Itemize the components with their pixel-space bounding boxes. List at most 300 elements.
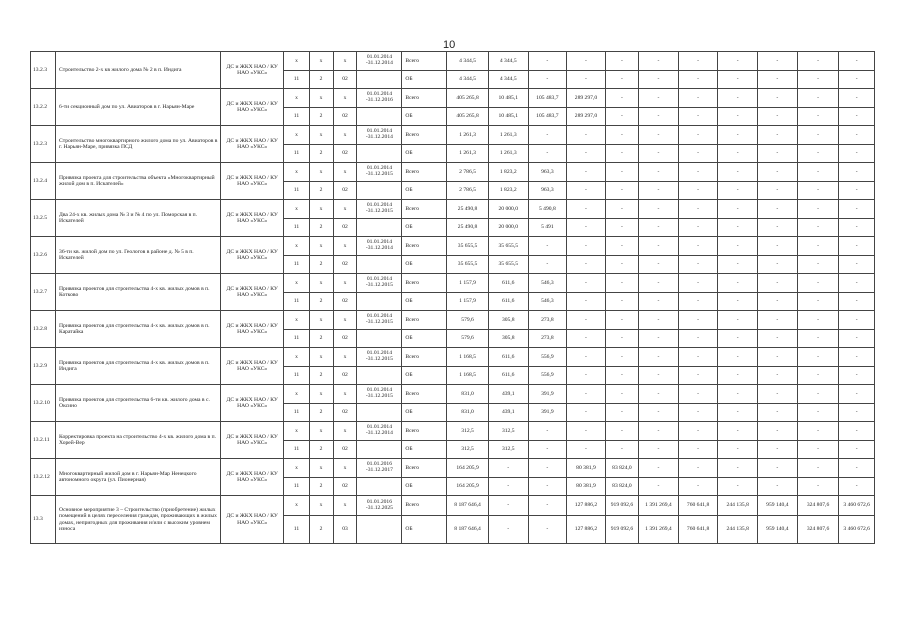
x-mark: x (333, 496, 357, 516)
value-cell: - (567, 311, 606, 330)
item-term: 01.01.2014 -31.12.2015 (357, 274, 402, 293)
x-mark: x (309, 200, 333, 219)
value-cell: - (839, 422, 875, 441)
value-cell: - (718, 256, 758, 274)
value-cell: 35 655,5 (488, 237, 528, 256)
value-cell: - (839, 404, 875, 422)
value-cell: - (639, 71, 679, 89)
item-executor: ДС и ЖКХ НАО / КУ НАО «УКС» (220, 348, 284, 385)
value-cell: - (718, 422, 758, 441)
x-mark: x (333, 274, 357, 293)
value-cell: - (678, 145, 718, 163)
x-mark: x (333, 52, 357, 71)
value-cell: 244 135,8 (718, 516, 758, 544)
budget-code: 11 (284, 478, 309, 496)
empty-term-cell (357, 182, 402, 200)
value-cell: - (797, 311, 839, 330)
value-cell: 244 135,8 (718, 496, 758, 516)
value-cell: - (718, 182, 758, 200)
source-label: Всего (402, 385, 447, 404)
item-executor: ДС и ЖКХ НАО / КУ НАО «УКС» (220, 385, 284, 422)
value-cell: 611,6 (488, 348, 528, 367)
source-label: Всего (402, 274, 447, 293)
value-cell: 760 641,8 (678, 496, 718, 516)
source-label: Всего (402, 496, 447, 516)
value-cell: 1 261,3 (488, 126, 528, 145)
empty-term-cell (357, 367, 402, 385)
value-cell: - (718, 441, 758, 459)
value-cell: 324 807,6 (797, 496, 839, 516)
value-cell: 25 490,8 (447, 219, 489, 237)
empty-term-cell (357, 145, 402, 163)
value-cell: 546,3 (528, 274, 567, 293)
x-mark: x (284, 459, 309, 478)
value-cell: - (797, 126, 839, 145)
value-cell: - (797, 330, 839, 348)
value-cell: - (605, 441, 638, 459)
value-cell: 1 261,3 (447, 126, 489, 145)
value-cell: - (839, 256, 875, 274)
empty-term-cell (357, 330, 402, 348)
source-label: ОБ (402, 293, 447, 311)
value-cell: - (488, 459, 528, 478)
value-cell: 611,6 (488, 293, 528, 311)
value-cell: - (605, 404, 638, 422)
value-cell: - (605, 311, 638, 330)
value-cell: 405 265,8 (447, 108, 489, 126)
empty-term-cell (357, 256, 402, 274)
value-cell: 83 824,0 (605, 478, 638, 496)
value-cell: - (839, 385, 875, 404)
value-cell: - (678, 441, 718, 459)
source-label: Всего (402, 422, 447, 441)
value-cell: - (639, 459, 679, 478)
value-cell: - (839, 126, 875, 145)
value-cell: - (639, 163, 679, 182)
value-cell: - (605, 274, 638, 293)
value-cell: 1 157,9 (447, 274, 489, 293)
value-cell: 127 886,2 (567, 496, 606, 516)
value-cell: - (797, 163, 839, 182)
value-cell: 1 261,3 (488, 145, 528, 163)
value-cell: - (797, 71, 839, 89)
x-mark: x (309, 52, 333, 71)
x-mark: x (333, 126, 357, 145)
value-cell: - (567, 404, 606, 422)
value-cell: - (528, 441, 567, 459)
budget-code: 02 (333, 71, 357, 89)
value-cell: - (797, 367, 839, 385)
item-executor: ДС и ЖКХ НАО / КУ НАО «УКС» (220, 163, 284, 200)
value-cell: 959 140,4 (758, 516, 798, 544)
budget-code: 11 (284, 330, 309, 348)
value-cell: - (758, 126, 798, 145)
value-cell: - (567, 348, 606, 367)
value-cell: - (797, 385, 839, 404)
value-cell: - (678, 71, 718, 89)
value-cell: 1 157,9 (447, 293, 489, 311)
value-cell: - (718, 348, 758, 367)
value-cell: - (605, 385, 638, 404)
source-label: ОБ (402, 478, 447, 496)
item-executor: ДС и ЖКХ НАО / КУ НАО «УКС» (220, 200, 284, 237)
value-cell: 1 823,2 (488, 182, 528, 200)
value-cell: - (528, 237, 567, 256)
item-code: 13.2.2 (31, 89, 56, 126)
value-cell: - (528, 145, 567, 163)
value-cell: - (639, 404, 679, 422)
budget-code: 02 (333, 182, 357, 200)
value-cell: - (605, 89, 638, 108)
value-cell: - (758, 311, 798, 330)
value-cell: - (639, 108, 679, 126)
item-code: 13.2.7 (31, 274, 56, 311)
empty-term-cell (357, 516, 402, 544)
value-cell: - (678, 459, 718, 478)
budget-code: 2 (309, 478, 333, 496)
x-mark: x (284, 163, 309, 182)
source-label: ОБ (402, 71, 447, 89)
value-cell: 760 641,8 (678, 516, 718, 544)
item-name: Привязка проектов для строительства 4-х кв. жилых домов в п. Индига (56, 348, 221, 385)
value-cell: - (678, 311, 718, 330)
item-code: 13.2.5 (31, 200, 56, 237)
empty-term-cell (357, 108, 402, 126)
value-cell: - (839, 274, 875, 293)
value-cell: - (639, 293, 679, 311)
budget-code: 02 (333, 404, 357, 422)
value-cell: 1 391 269,4 (639, 496, 679, 516)
value-cell: - (567, 367, 606, 385)
value-cell: 273,8 (528, 330, 567, 348)
value-cell: - (758, 404, 798, 422)
table-row (31, 126, 875, 145)
item-name: Основное мероприятие 3 – Строительство (приобретение) жилых помещений в целях переселения граждан, проживающих в жилых домах, непригодных для проживания и/или с высоким уровнем износа (56, 496, 221, 544)
value-cell: - (678, 182, 718, 200)
value-cell: - (758, 348, 798, 367)
item-name: Привязка проектов для строительства 6-ти кв. жилого дома в с. Оксино (56, 385, 221, 422)
value-cell: - (758, 293, 798, 311)
item-code: 13.2.12 (31, 459, 56, 496)
value-cell: - (718, 219, 758, 237)
budget-code: 11 (284, 71, 309, 89)
value-cell: 1 391 269,4 (639, 516, 679, 544)
value-cell: 289 297,0 (567, 108, 606, 126)
value-cell: - (758, 237, 798, 256)
value-cell: - (678, 256, 718, 274)
budget-code: 02 (333, 219, 357, 237)
x-mark: x (333, 163, 357, 182)
value-cell: - (605, 256, 638, 274)
budget-code: 11 (284, 441, 309, 459)
item-name: Корректировка проекта на строительство 4-х кв. жилого дома в п. Хорей-Вер (56, 422, 221, 459)
value-cell: - (758, 422, 798, 441)
empty-term-cell (357, 478, 402, 496)
value-cell: - (639, 274, 679, 293)
table-row (31, 52, 875, 71)
value-cell: - (605, 108, 638, 126)
value-cell: - (528, 496, 567, 516)
value-cell: - (639, 441, 679, 459)
x-mark: x (284, 422, 309, 441)
value-cell: - (758, 52, 798, 71)
budget-code: 02 (333, 478, 357, 496)
value-cell: - (718, 367, 758, 385)
value-cell: - (528, 422, 567, 441)
value-cell: - (718, 274, 758, 293)
source-label: ОБ (402, 330, 447, 348)
item-code: 13.3 (31, 496, 56, 544)
value-cell: - (797, 478, 839, 496)
value-cell: - (488, 516, 528, 544)
budget-code: 02 (333, 367, 357, 385)
value-cell: - (839, 108, 875, 126)
item-term: 01.01.2014 -31.12.2014 (357, 422, 402, 441)
source-label: Всего (402, 311, 447, 330)
budget-code: 2 (309, 145, 333, 163)
value-cell: - (605, 163, 638, 182)
item-name: Привязка проекта для строительства объекта «Многоквартирный жилой дом в п. Искателей» (56, 163, 221, 200)
value-cell: 391,9 (528, 404, 567, 422)
value-cell: 80 381,9 (567, 478, 606, 496)
value-cell: - (797, 293, 839, 311)
value-cell: - (678, 385, 718, 404)
value-cell: - (718, 200, 758, 219)
value-cell: - (758, 274, 798, 293)
x-mark: x (309, 274, 333, 293)
value-cell: - (488, 478, 528, 496)
value-cell: - (758, 330, 798, 348)
value-cell: - (639, 182, 679, 200)
value-cell: 105 483,7 (528, 108, 567, 126)
budget-code: 2 (309, 404, 333, 422)
empty-term-cell (357, 71, 402, 89)
value-cell: - (797, 348, 839, 367)
source-label: Всего (402, 459, 447, 478)
value-cell: - (639, 145, 679, 163)
item-code: 13.2.6 (31, 237, 56, 274)
table-row (31, 348, 875, 367)
value-cell: - (839, 293, 875, 311)
item-name: Многоквартирный жилой дом в г. Нарьян-Мар Ненецкого автономного округа (ул. Пионерная) (56, 459, 221, 496)
value-cell: 312,5 (488, 422, 528, 441)
item-executor: ДС и ЖКХ НАО / КУ НАО «УКС» (220, 496, 284, 544)
x-mark: x (284, 200, 309, 219)
item-name: Два 24-х кв. жилых дома № 3 и № 4 по ул. Поморская в п. Искателей (56, 200, 221, 237)
value-cell: 83 824,0 (605, 459, 638, 478)
value-cell: - (718, 478, 758, 496)
value-cell: - (718, 311, 758, 330)
item-name: Привязка проектов для строительства 4-х кв. жилых домов в п. Котково (56, 274, 221, 311)
x-mark: x (333, 459, 357, 478)
item-term: 01.01.2014 -31.12.2016 (357, 89, 402, 108)
value-cell: - (488, 496, 528, 516)
budget-code: 11 (284, 367, 309, 385)
item-name: 6-ти секционный дом по ул. Авиаторов в г. Нарьян-Маре (56, 89, 221, 126)
value-cell: 35 655,5 (488, 256, 528, 274)
value-cell: - (528, 516, 567, 544)
item-term: 01.01.2016 -31.12.2025 (357, 496, 402, 516)
table-row (31, 496, 875, 516)
budget-code: 2 (309, 367, 333, 385)
source-label: ОБ (402, 219, 447, 237)
budget-code: 03 (333, 516, 357, 544)
value-cell: - (605, 182, 638, 200)
value-cell: - (718, 108, 758, 126)
value-cell: - (839, 52, 875, 71)
value-cell: 20 000,0 (488, 200, 528, 219)
table-row (31, 459, 875, 478)
table-row (31, 422, 875, 441)
value-cell: - (718, 126, 758, 145)
value-cell: 324 807,6 (797, 516, 839, 544)
value-cell: 3 460 672,6 (839, 496, 875, 516)
x-mark: x (333, 237, 357, 256)
value-cell: - (678, 404, 718, 422)
page-number: 10 (443, 39, 456, 51)
value-cell: - (678, 274, 718, 293)
value-cell: 5 491 (528, 219, 567, 237)
value-cell: 164 205,9 (447, 478, 489, 496)
x-mark: x (333, 422, 357, 441)
budget-code: 02 (333, 108, 357, 126)
value-cell: 1 261,3 (447, 145, 489, 163)
value-cell: - (839, 219, 875, 237)
value-cell: - (718, 459, 758, 478)
table-row (31, 163, 875, 182)
value-cell: - (639, 311, 679, 330)
value-cell: - (758, 108, 798, 126)
value-cell: 5 490,8 (528, 200, 567, 219)
item-executor: ДС и ЖКХ НАО / КУ НАО «УКС» (220, 274, 284, 311)
value-cell: - (605, 330, 638, 348)
x-mark: x (284, 274, 309, 293)
value-cell: - (758, 145, 798, 163)
value-cell: - (605, 200, 638, 219)
value-cell: 127 886,2 (567, 516, 606, 544)
x-mark: x (309, 385, 333, 404)
value-cell: - (797, 108, 839, 126)
value-cell: - (567, 126, 606, 145)
source-label: ОБ (402, 367, 447, 385)
source-label: ОБ (402, 256, 447, 274)
value-cell: - (567, 385, 606, 404)
value-cell: - (718, 52, 758, 71)
value-cell: - (758, 478, 798, 496)
budget-code: 11 (284, 108, 309, 126)
value-cell: - (839, 163, 875, 182)
empty-term-cell (357, 441, 402, 459)
budget-code: 02 (333, 441, 357, 459)
budget-code: 2 (309, 516, 333, 544)
value-cell: 919 092,6 (605, 516, 638, 544)
x-mark: x (284, 385, 309, 404)
value-cell: - (567, 71, 606, 89)
value-cell: - (839, 182, 875, 200)
value-cell: - (639, 52, 679, 71)
value-cell: - (528, 52, 567, 71)
value-cell: - (718, 293, 758, 311)
value-cell: - (678, 89, 718, 108)
value-cell: - (797, 182, 839, 200)
x-mark: x (333, 200, 357, 219)
value-cell: - (839, 237, 875, 256)
value-cell: - (567, 441, 606, 459)
value-cell: - (639, 219, 679, 237)
value-cell: - (528, 478, 567, 496)
x-mark: x (284, 89, 309, 108)
value-cell: 919 092,6 (605, 496, 638, 516)
value-cell: - (839, 145, 875, 163)
value-cell: - (639, 367, 679, 385)
value-cell: - (758, 256, 798, 274)
value-cell: - (639, 422, 679, 441)
value-cell: - (639, 330, 679, 348)
source-label: ОБ (402, 145, 447, 163)
value-cell: 4 344,5 (447, 52, 489, 71)
item-code: 13.2.9 (31, 348, 56, 385)
item-executor: ДС и ЖКХ НАО / КУ НАО «УКС» (220, 52, 284, 89)
x-mark: x (284, 348, 309, 367)
value-cell: - (567, 182, 606, 200)
value-cell: 289 297,0 (567, 89, 606, 108)
item-executor: ДС и ЖКХ НАО / КУ НАО «УКС» (220, 89, 284, 126)
value-cell: - (797, 52, 839, 71)
budget-code: 02 (333, 293, 357, 311)
value-cell: - (718, 404, 758, 422)
value-cell: - (678, 478, 718, 496)
value-cell: - (718, 330, 758, 348)
value-cell: - (639, 200, 679, 219)
value-cell: 4 344,5 (488, 52, 528, 71)
table-body (31, 52, 875, 544)
value-cell: - (758, 182, 798, 200)
source-label: Всего (402, 200, 447, 219)
source-label: ОБ (402, 108, 447, 126)
value-cell: 4 344,5 (488, 71, 528, 89)
budget-code: 02 (333, 145, 357, 163)
value-cell: - (605, 293, 638, 311)
value-cell: - (839, 71, 875, 89)
value-cell: 831,0 (447, 385, 489, 404)
value-cell: - (839, 459, 875, 478)
value-cell: 439,1 (488, 385, 528, 404)
value-cell: 10 485,1 (488, 89, 528, 108)
budget-code: 02 (333, 330, 357, 348)
x-mark: x (309, 459, 333, 478)
value-cell: 25 490,8 (447, 200, 489, 219)
item-term: 01.01.2014 -31.12.2015 (357, 200, 402, 219)
table-row (31, 274, 875, 293)
value-cell: - (797, 404, 839, 422)
budget-code: 11 (284, 145, 309, 163)
x-mark: x (309, 126, 333, 145)
budget-code: 11 (284, 182, 309, 200)
value-cell: 546,3 (528, 293, 567, 311)
value-cell: 10 485,1 (488, 108, 528, 126)
item-code: 13.2.3 (31, 126, 56, 163)
table-row (31, 385, 875, 404)
value-cell: 2 786,5 (447, 182, 489, 200)
value-cell: 20 000,0 (488, 219, 528, 237)
value-cell: 439,1 (488, 404, 528, 422)
budget-code: 2 (309, 71, 333, 89)
value-cell: 556,9 (528, 348, 567, 367)
x-mark: x (309, 237, 333, 256)
empty-term-cell (357, 404, 402, 422)
item-name: Строительство многоквартирного жилого дома по ул. Авиаторов в г. Нарьян-Маре, привязка ПСД (56, 126, 221, 163)
x-mark: x (309, 422, 333, 441)
